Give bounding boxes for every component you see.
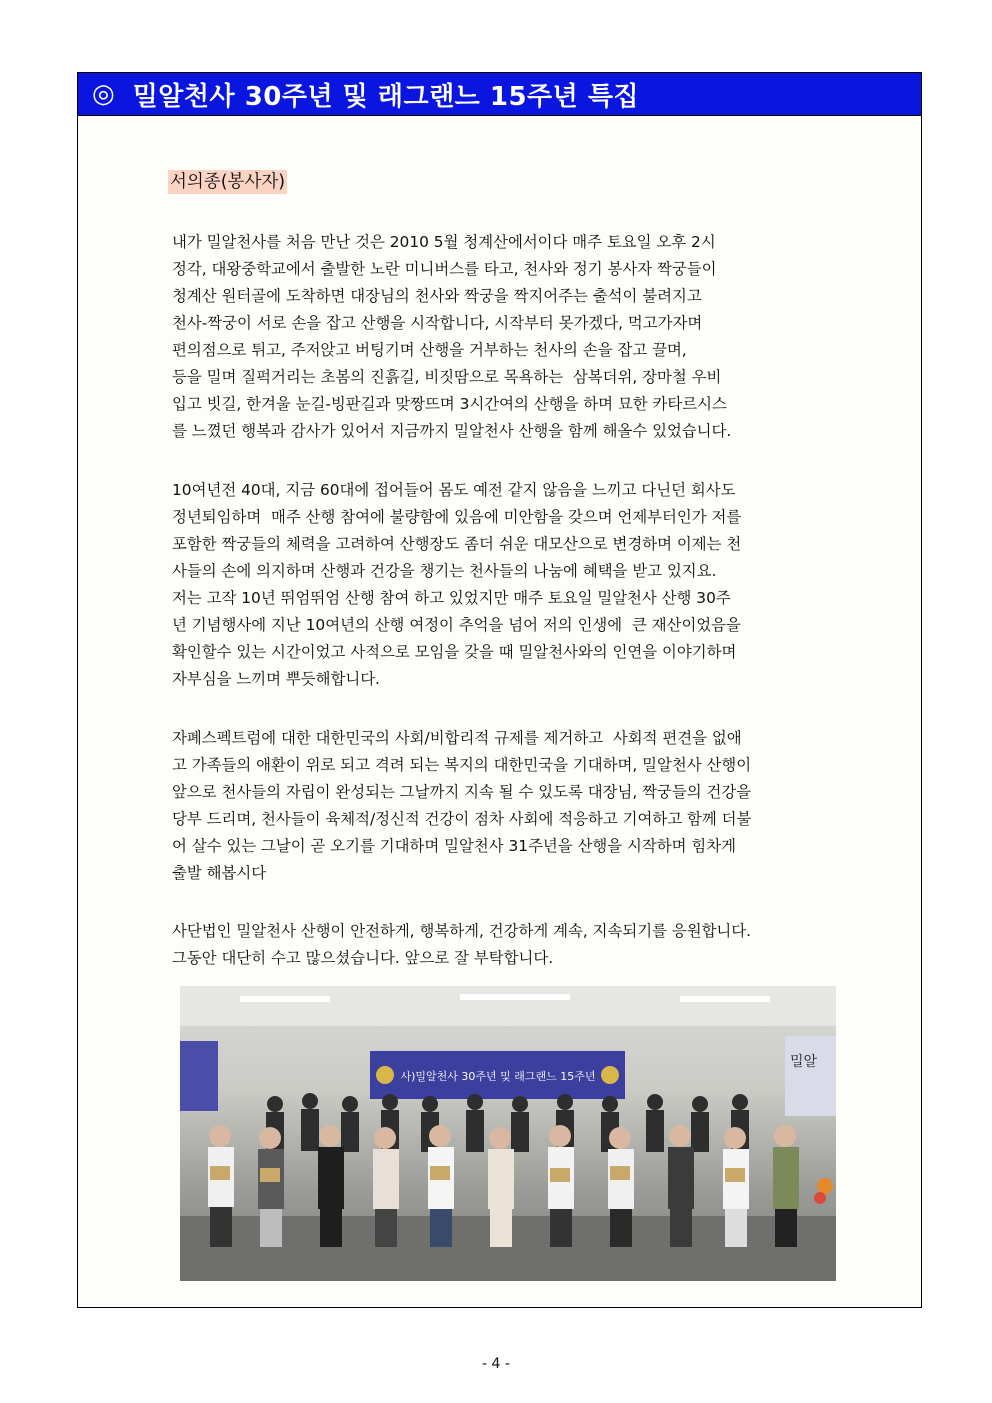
text-line: 등을 밀며 질퍽거리는 초봄의 진흙길, 비짓땀으로 목욕하는 삼복더위, 장마철 우비 <box>172 368 722 386</box>
text-line: 출발 해봅시다 <box>172 864 267 882</box>
text-line: 어 살수 있는 그날이 곧 오기를 기대하며 밀알천사 31주년을 산행을 시작하며 힘차게 <box>172 837 737 855</box>
page-number: - 4 - <box>482 1356 510 1372</box>
banner-emblem-right <box>601 1066 619 1084</box>
text-line: 입고 빗길, 한겨울 눈길-빙판길과 맞짱뜨며 3시간여의 산행을 하며 묘한 카타르시스 <box>172 395 727 413</box>
side-screen-left <box>180 1041 218 1111</box>
group-photo <box>180 986 836 1281</box>
text-line: 천사-짝궁이 서로 손을 잡고 산행을 시작합니다, 시작부터 못가겠다, 먹고가자며 <box>172 314 703 332</box>
text-line: 그동안 대단히 수고 많으셨습니다. 앞으로 잘 부탁합니다. <box>172 949 554 967</box>
text-line: 내가 밀알천사를 처음 만난 것은 2010 5월 청계산에서이다 매주 토요일 오후 2시 <box>172 233 716 251</box>
text-line: 포함한 짝궁들의 체력을 고려하여 산행장도 좀더 쉬운 대모산으로 변경하며 이제는 천 <box>172 535 742 553</box>
text-line: 확인할수 있는 시간이었고 사적으로 모임을 갖을 때 밀알천사와의 인연을 이야기하며 <box>172 643 737 661</box>
group-photo-illustration <box>180 986 836 1281</box>
double-circle-icon: ◎ <box>92 79 115 109</box>
text-line: 를 느꼈던 행복과 감사가 있어서 지금까지 밀알천사 산행을 함께 해올수 있었습니다. <box>172 422 732 440</box>
paragraph-2 <box>172 477 872 693</box>
text-line: 앞으로 천사들의 자립이 완성되는 그날까지 지속 될 수 있도록 대장님, 짝궁들의 건강을 <box>172 783 752 801</box>
text-line: 자폐스펙트럼에 대한 대한민국의 사회/비합리적 규제를 제거하고 사회적 편견을 없애 <box>172 729 742 747</box>
flower-decoration <box>817 1178 833 1194</box>
section-title: 밀알천사 30주년 및 래그랜느 15주년 특집 <box>132 81 640 112</box>
text-line: 사단법인 밀알천사 산행이 안전하게, 행복하게, 건강하게 계속, 지속되기를 응원합니다. <box>172 922 752 940</box>
paragraph-1 <box>172 229 872 445</box>
ceiling <box>180 986 836 1026</box>
text-line: 청계산 원터골에 도착하면 대장님의 천사와 짝궁을 짝지어주는 출석이 불려지고 <box>172 287 702 305</box>
text-line: 정년퇴임하며 매주 산행 참여에 불량함에 있음에 미안함을 갖으며 언제부터인가 저를 <box>172 508 742 526</box>
gift-boxes <box>210 1166 745 1182</box>
text-line: 정각, 대왕중학교에서 출발한 노란 미니버스를 타고, 천사와 정기 봉사자 짝궁들이 <box>172 260 717 278</box>
text-line: 저는 고작 10년 뛰엄뛰엄 산행 참여 하고 있었지만 매주 토요일 밀알천사 산행 30주 <box>172 589 731 607</box>
text-line: 년 기념행사에 지난 10여년의 산행 여정이 추억을 넘어 저의 인생에 큰 재산이었음을 <box>172 616 741 634</box>
text-line: 사들의 손에 의지하며 산행과 건강을 챙기는 천사들의 나눔에 혜택을 받고 있지요. <box>172 562 717 580</box>
text-line: 자부심을 느끼며 뿌듯해합니다. <box>172 670 380 688</box>
author-name: 서의종(봉사자) <box>170 172 286 192</box>
section-header <box>77 72 922 116</box>
ceiling-light <box>240 996 330 1002</box>
ceiling-light <box>460 994 570 1000</box>
paragraph-4 <box>172 918 872 972</box>
side-screen-text: 밀알 <box>790 1054 818 1070</box>
banner-emblem-left <box>376 1066 394 1084</box>
ceiling-light <box>680 996 770 1002</box>
text-line: 편의점으로 튀고, 주저앉고 버팅기며 산행을 거부하는 천사의 손을 잡고 끌며, <box>172 341 687 359</box>
text-line: 고 가족들의 애환이 위로 되고 격려 되는 복지의 대한민국을 기대하며, 밀알천사 산행이 <box>172 756 752 774</box>
flower-decoration <box>814 1192 826 1204</box>
paragraph-3 <box>172 725 872 887</box>
text-line: 10여년전 40대, 지금 60대에 접어들어 몸도 예전 같지 않음을 느끼고 다닌던 회사도 <box>172 481 736 499</box>
banner-title: 사)밀알천사 30주년 및 래그랜느 15주년 <box>400 1070 596 1083</box>
side-screen-right <box>785 1036 836 1116</box>
text-line: 당부 드리며, 천사들이 육체적/정신적 건강이 점차 사회에 적응하고 기여하고 함께 더불 <box>172 810 752 828</box>
